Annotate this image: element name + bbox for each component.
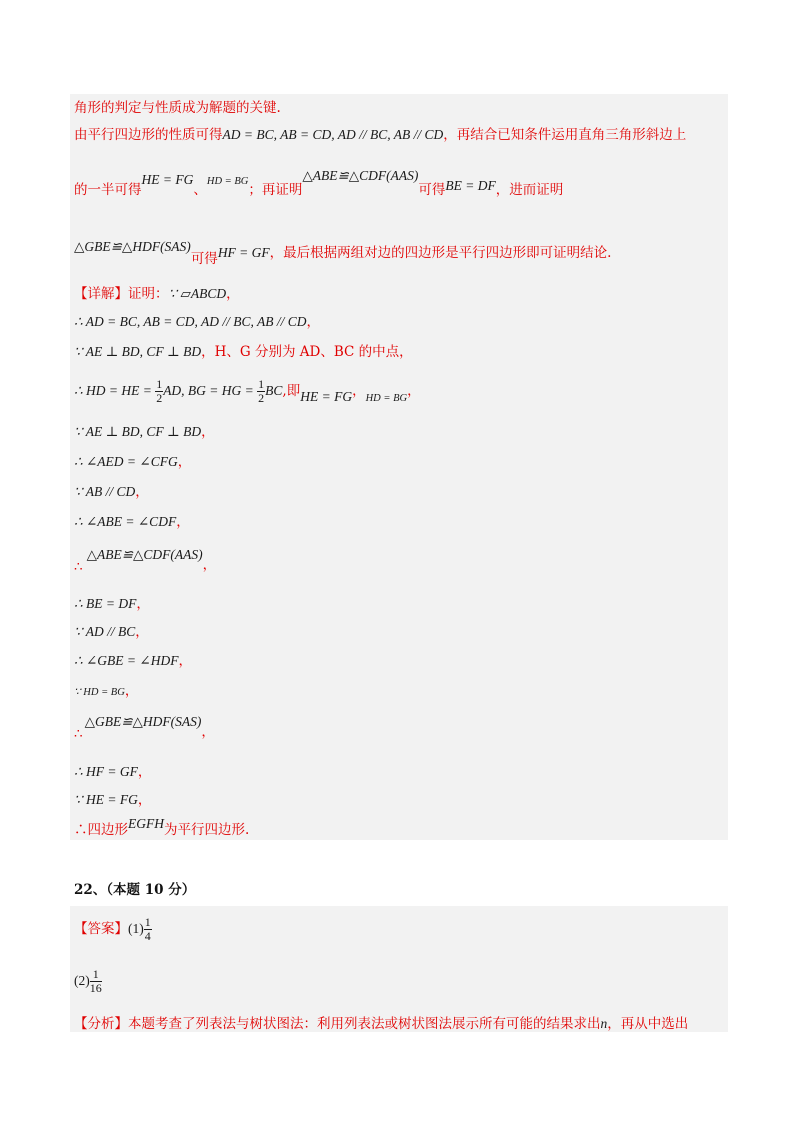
math-expr: HE = FG: [141, 172, 194, 187]
answer-line: (2) $\frac{1}{16}$: [74, 967, 102, 995]
analysis-tag: 【分析】: [74, 1016, 128, 1032]
analysis-line: 【分析】本题考查了列表法与树状图法：利用列表法或树状图法展示所有可能的结果求出n，再从中选出: [74, 1016, 689, 1032]
question-title: 22、（本题 10 分）: [74, 882, 196, 898]
proof-step: ∴ ∠GBE = ∠HDF，: [74, 653, 192, 669]
proof-step: ∵ AE ⊥ BD, CF ⊥ BD，: [74, 424, 215, 440]
fraction: $\frac{1}{2}$: [258, 377, 265, 405]
answer-tag: 【答案】: [74, 921, 128, 937]
text-line: △GBE≌△HDF(SAS)可得HF = GF，最后根据两组对边的四边形是平行四边形即可证明结论.: [74, 239, 612, 267]
proof-step: ∵ AB // CD，: [74, 484, 149, 500]
text-line: 角形的判定与性质成为解题的关键.: [74, 100, 281, 116]
fraction: $\frac{1}{16}$: [89, 967, 102, 995]
math-expr: ∵ ▱ABCD: [168, 286, 227, 301]
proof-step: ∵ HD = BG，: [74, 683, 139, 699]
proof-step: ∴ ∠ABE = ∠CDF，: [74, 514, 190, 530]
math-expr: HF = GF: [217, 245, 270, 260]
math-expr: HD = BG: [206, 176, 249, 187]
math-expr: △GBE≌△HDF(SAS): [74, 239, 191, 254]
text-line: 由平行四边形的性质可得AD = BC, AB = CD, AD // BC, AB // CD，再结合已知条件运用直角三角形斜边上: [74, 127, 687, 143]
detail-tag: 【详解】: [74, 286, 128, 302]
detail-line: 【详解】证明：∵ ▱ABCD，: [74, 286, 240, 302]
proof-step: ∴ HD = HE = $\frac{1}{2}$ AD, BG = HG = $\frac{1}{2}$ BC,即HE = FG，$_{HD = BG}$，: [74, 377, 421, 405]
proof-step: ∵ AD // BC，: [74, 624, 149, 640]
text-line: 的一半可得HE = FG、$^{HD = BG}$；再证明△ABE≌△CDF(AAS)可得BE = DF，进而证明: [74, 168, 564, 198]
math-expr: BE = DF: [445, 178, 496, 193]
proof-step: ∴ HF = GF，: [74, 764, 152, 780]
math-expr: △ABE≌△CDF(AAS): [302, 168, 419, 183]
proof-step: ∴ AD = BC, AB = CD, AD // BC, AB // CD，: [74, 314, 320, 330]
proof-step: ∴ ∠AED = ∠CFG，: [74, 454, 192, 470]
proof-step: ∴△GBE≌△HDF(SAS)，: [74, 714, 215, 742]
proof-step: ∵ HE = FG，: [74, 792, 152, 808]
proof-step: ∴ BE = DF，: [74, 596, 150, 612]
fraction: $\frac{1}{4}$: [144, 915, 151, 943]
fraction: $\frac{1}{2}$: [156, 377, 163, 405]
proof-step: ∴△ABE≌△CDF(AAS)，: [74, 547, 217, 575]
proof-step: ∴四边形EGFH为平行四边形.: [74, 816, 250, 838]
proof-step: ∵ AE ⊥ BD, CF ⊥ BD，H、G 分别为 AD、BC 的中点，: [74, 344, 413, 360]
answer-line: 【答案】(1) $\frac{1}{4}$: [74, 915, 151, 943]
math-expr: AD = BC, AB = CD, AD // BC, AB // CD: [222, 127, 444, 142]
